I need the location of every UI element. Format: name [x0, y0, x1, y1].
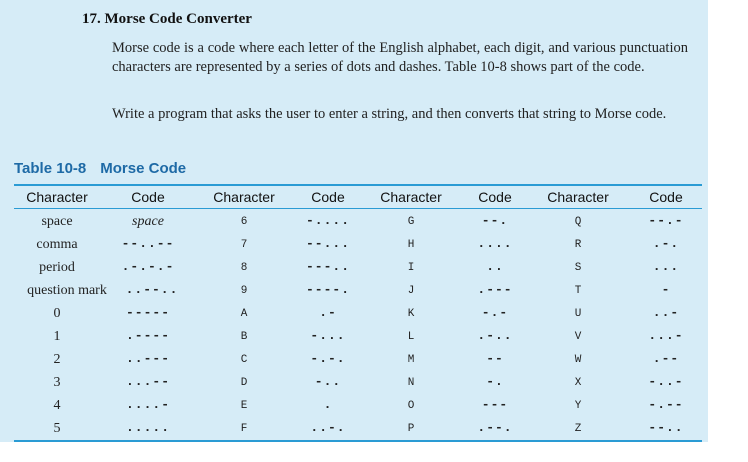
character-cell: U	[574, 308, 582, 320]
exercise-paragraph-1: Morse code is a code where each letter of the English alphabet, each digit, and various punctuation characters are represented by a series of dots and dashes. Table 10-8 shows part of the code.	[112, 40, 688, 75]
code-cell: .----	[125, 328, 171, 343]
character-cell: V	[574, 331, 582, 343]
code-cell: --	[486, 351, 504, 366]
code-cell: .-.	[652, 236, 680, 251]
code-cell: -..-	[648, 374, 684, 389]
character-cell: H	[407, 239, 415, 251]
table-header-rule	[14, 208, 702, 209]
header-code-2: Code	[311, 189, 345, 205]
character-cell: T	[574, 285, 582, 297]
code-cell: -...	[310, 328, 346, 343]
code-cell: ----.	[305, 282, 351, 297]
header-character-2: Character	[213, 189, 275, 205]
character-cell: S	[574, 262, 582, 274]
code-cell: -----	[125, 305, 171, 320]
table-row	[14, 348, 702, 371]
character-cell: 6	[240, 216, 248, 228]
character-cell: P	[407, 423, 415, 435]
character-cell: K	[407, 308, 415, 320]
character-cell: N	[407, 377, 415, 389]
character-cell: 2	[53, 352, 61, 367]
table-row	[14, 302, 702, 325]
code-cell: ..	[486, 259, 504, 274]
character-cell: 1	[53, 329, 61, 344]
character-cell: period	[39, 260, 75, 275]
code-cell: ....-	[125, 397, 171, 412]
code-cell: --.-	[648, 213, 684, 228]
character-cell: J	[407, 285, 415, 297]
code-cell: ..-	[652, 305, 680, 320]
character-cell: comma	[36, 237, 78, 252]
header-code-4: Code	[649, 189, 683, 205]
character-cell: E	[240, 400, 248, 412]
code-cell: .....	[125, 420, 171, 435]
code-cell: -	[661, 282, 671, 297]
code-cell: -..	[314, 374, 342, 389]
exercise-title: 17. Morse Code Converter	[82, 11, 252, 27]
code-cell: --...	[305, 236, 351, 251]
header-code-1: Code	[131, 189, 165, 205]
code-cell: ..---	[125, 351, 171, 366]
code-cell: ....	[477, 236, 513, 251]
character-cell: space	[41, 214, 73, 229]
code-cell: .-.-.-	[121, 259, 175, 274]
code-cell: -....	[305, 213, 351, 228]
header-character-1: Character	[26, 189, 88, 205]
character-cell: 7	[240, 239, 248, 251]
header-character-4: Character	[547, 189, 609, 205]
table-caption	[14, 160, 186, 177]
table-bottom-rule	[14, 440, 702, 442]
exercise-paragraph-2: Write a program that asks the user to enter a string, and then converts that string to Morse code.	[112, 106, 667, 122]
code-cell: -.	[486, 374, 504, 389]
character-cell: 5	[53, 421, 61, 436]
code-cell: space	[132, 214, 164, 229]
code-cell: .---	[477, 282, 513, 297]
character-cell: G	[407, 216, 415, 228]
character-cell: O	[407, 400, 415, 412]
character-cell: 9	[240, 285, 248, 297]
character-cell: L	[407, 331, 415, 343]
character-cell: C	[240, 354, 248, 366]
code-cell: -.-.	[310, 351, 346, 366]
code-cell: ...-	[648, 328, 684, 343]
character-cell: A	[240, 308, 248, 320]
character-cell: 3	[53, 375, 61, 390]
code-cell: ..--..	[125, 282, 179, 297]
table-row	[14, 210, 702, 233]
character-cell: F	[240, 423, 248, 435]
header-character-3: Character	[380, 189, 442, 205]
table-row	[14, 394, 702, 417]
code-cell: ---..	[305, 259, 351, 274]
code-cell: .-	[319, 305, 337, 320]
character-cell: Q	[574, 216, 582, 228]
character-cell: 8	[240, 262, 248, 274]
character-cell: I	[407, 262, 415, 274]
character-cell: R	[574, 239, 582, 251]
character-cell: M	[407, 354, 415, 366]
character-cell: X	[574, 377, 582, 389]
character-cell: question mark	[27, 283, 107, 298]
character-cell: Y	[574, 400, 582, 412]
table-title: Morse Code	[100, 160, 187, 177]
character-cell: W	[574, 354, 582, 366]
code-cell: --.	[481, 213, 509, 228]
code-cell: .--.	[477, 420, 513, 435]
code-cell: -.-	[481, 305, 509, 320]
code-cell: ...--	[125, 374, 171, 389]
code-cell: --..	[648, 420, 684, 435]
character-cell: B	[240, 331, 248, 343]
code-cell: ...	[652, 259, 680, 274]
code-cell: ---	[481, 397, 509, 412]
code-cell: --..--	[121, 236, 175, 251]
header-code-3: Code	[478, 189, 512, 205]
code-cell: .	[323, 397, 333, 412]
code-cell: .--	[652, 351, 680, 366]
table-row	[14, 417, 702, 440]
character-cell: 0	[53, 306, 61, 321]
code-cell: -.--	[648, 397, 684, 412]
code-cell: ..-.	[310, 420, 346, 435]
character-cell: D	[240, 377, 248, 389]
character-cell: 4	[53, 398, 61, 413]
table-row	[14, 325, 702, 348]
table-row	[14, 279, 702, 302]
table-label: Table 10-8	[14, 160, 87, 177]
table-row	[14, 233, 702, 256]
table-header-row	[14, 186, 702, 208]
table-row	[14, 371, 702, 394]
character-cell: Z	[574, 423, 582, 435]
code-cell: .-..	[477, 328, 513, 343]
table-row	[14, 256, 702, 279]
